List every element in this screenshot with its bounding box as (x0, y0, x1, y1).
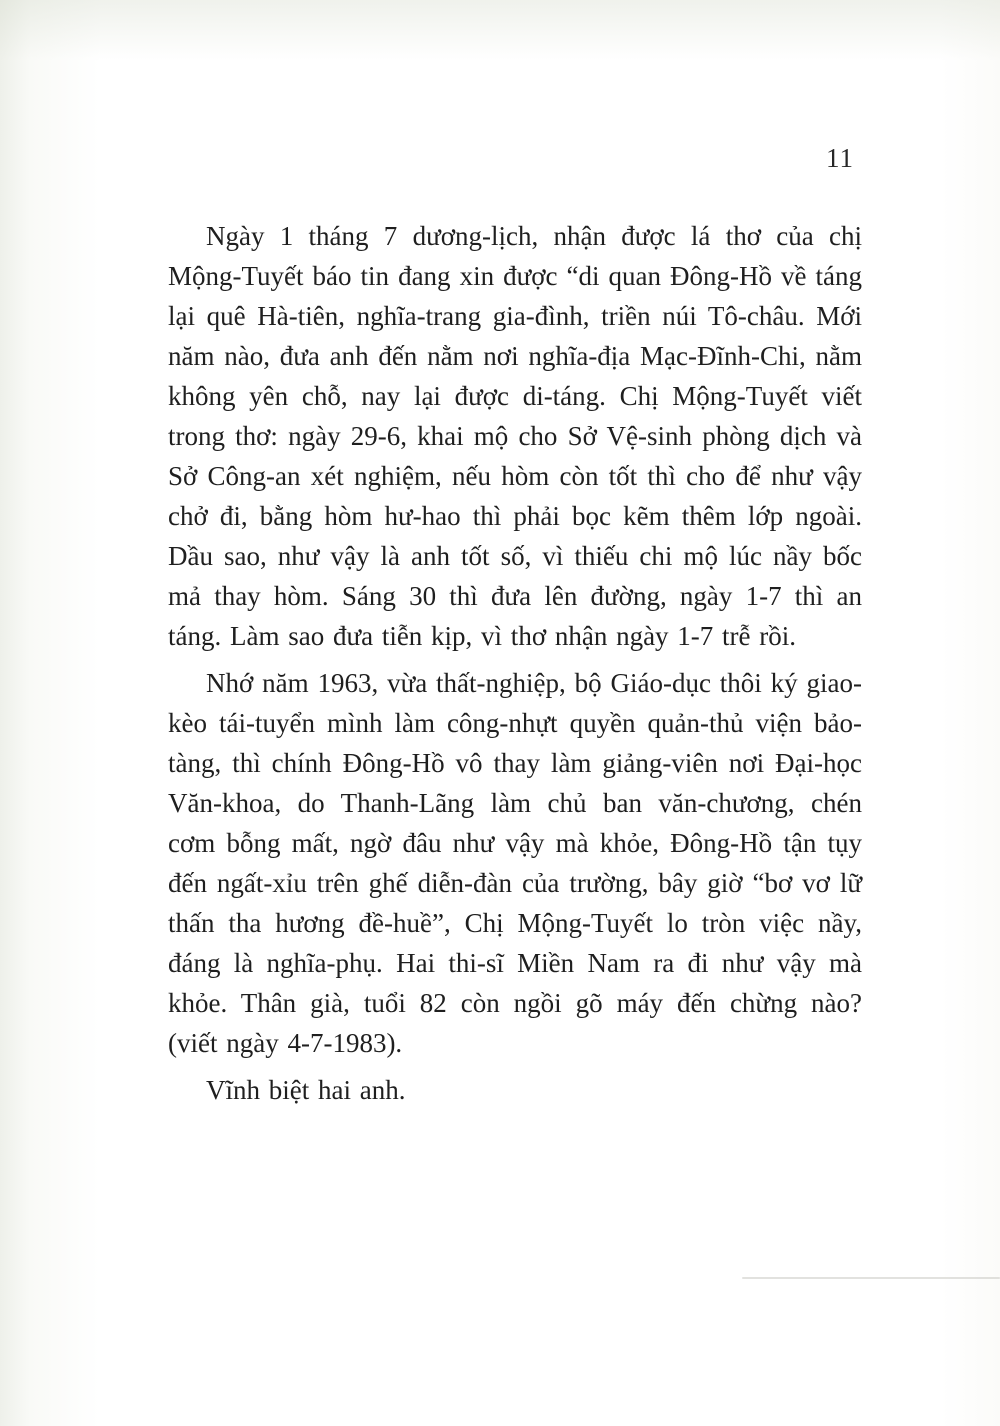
paragraph: Ngày 1 tháng 7 dương-lịch, nhận được lá thơ của chị Mộng-Tuyết báo tin đang xin được “di quan Đông-Hồ về táng lại quê Hà-tiên, nghĩa-trang gia-đình, triền núi Tô-châu. Mới năm nào, đưa anh đến nằm nơi nghĩa-địa Mạc-Đĩnh-Chi, nằm không yên chỗ, nay lại được di-táng. Chị Mộng-Tuyết viết trong thơ: ngày 29-6, khai mộ cho Sở Vệ-sinh phòng dịch và Sở Công-an xét nghiệm, nếu hòm còn tốt thì cho để như vậy chở đi, bằng hòm hư-hao thì phải bọc kẽm thêm lớp ngoài. Dầu sao, như vậy là anh tốt số, vì thiếu chi mộ lúc nầy bốc mả thay hòm. Sáng 30 thì đưa lên đường, ngày 1-7 thì an táng. Làm sao đưa tiễn kịp, vì thơ nhận ngày 1-7 trễ rồi. (168, 221, 862, 651)
scan-artifact (742, 1277, 1000, 1279)
paragraph: Nhớ năm 1963, vừa thất-nghiệp, bộ Giáo-dục thôi ký giao-kèo tái-tuyển mình làm công-nhựt quyền quản-thủ viện bảo-tàng, thì chính Đông-Hồ vô thay làm giảng-viên nơi Đại-học Văn-khoa, do Thanh-Lãng làm chủ ban văn-chương, chén cơm bỗng mất, ngờ đâu như vậy mà khỏe, Đông-Hồ tận tụy đến ngất-xỉu trên ghế diễn-đàn của trường, bây giờ “bơ vơ lữ thấn tha hương đề-huề”, Chị Mộng-Tuyết lo tròn việc nầy, đáng là nghĩa-phụ. Hai thi-sĩ Miền Nam ra đi như vậy mà khỏe. Thân già, tuổi 82 còn ngồi gõ máy đến chừng nào? (viết ngày 4-7-1983). (168, 668, 862, 1058)
paragraph: Vĩnh biệt hai anh. (206, 1075, 406, 1105)
page-text (168, 216, 862, 1110)
page-number: 11 (826, 143, 854, 173)
